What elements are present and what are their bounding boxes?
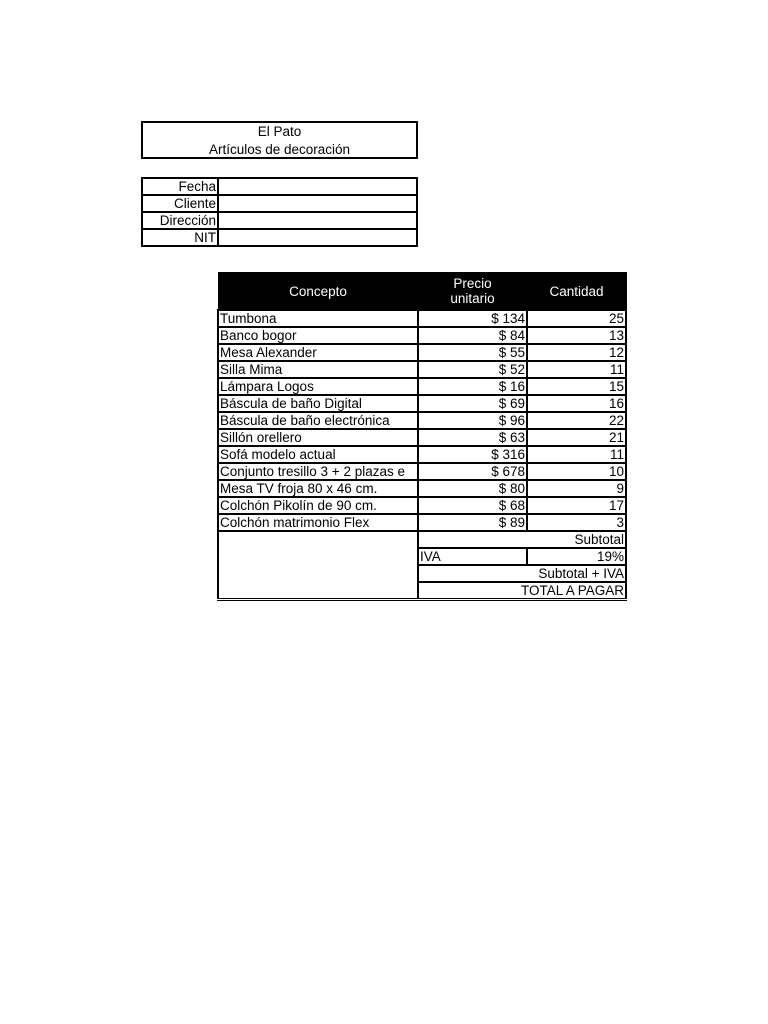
table-row — [218, 344, 626, 361]
cantidad-cell: 15 — [527, 378, 626, 395]
concepto-cell: Sillón orellero — [218, 429, 418, 446]
concepto-cell: Báscula de baño electrónica — [218, 412, 418, 429]
table-row — [218, 497, 626, 514]
table-row — [218, 446, 626, 463]
concepto-cell: Conjunto tresillo 3 + 2 plazas e — [218, 463, 418, 480]
concepto-cell: Báscula de baño Digital — [218, 395, 418, 412]
concepto-cell: Colchón matrimonio Flex — [218, 514, 418, 531]
iva-label: IVA — [418, 548, 527, 565]
nit-label: NIT — [142, 229, 218, 246]
table-row — [218, 463, 626, 480]
table-row — [218, 361, 626, 378]
header-concepto: Concepto — [218, 273, 418, 311]
total-label: TOTAL A PAGAR — [418, 582, 626, 600]
concepto-cell: Banco bogor — [218, 327, 418, 344]
cantidad-cell: 11 — [527, 446, 626, 463]
client-info-table — [141, 177, 418, 247]
precio-cell: $ 96 — [418, 412, 527, 429]
company-header — [141, 121, 418, 159]
cantidad-cell: 21 — [527, 429, 626, 446]
cantidad-cell: 17 — [527, 497, 626, 514]
subtotal-label: Subtotal — [418, 531, 626, 548]
concepto-cell: Sofá modelo actual — [218, 446, 418, 463]
precio-cell: $ 80 — [418, 480, 527, 497]
fecha-label: Fecha — [142, 178, 218, 195]
precio-cell: $ 55 — [418, 344, 527, 361]
table-row — [218, 327, 626, 344]
header-precio-line2: unitario — [450, 291, 495, 306]
cliente-field[interactable] — [218, 195, 417, 212]
concepto-cell: Colchón Pikolín de 90 cm. — [218, 497, 418, 514]
table-row — [218, 310, 626, 327]
concepto-cell: Mesa Alexander — [218, 344, 418, 361]
precio-cell: $ 52 — [418, 361, 527, 378]
subtotal-iva-label: Subtotal + IVA — [418, 565, 626, 582]
precio-cell: $ 134 — [418, 310, 527, 327]
cantidad-cell: 25 — [527, 310, 626, 327]
table-header-row — [218, 273, 626, 311]
table-row — [218, 480, 626, 497]
client-field-row — [142, 212, 417, 229]
cantidad-cell: 13 — [527, 327, 626, 344]
nit-field[interactable] — [218, 229, 417, 246]
table-row — [218, 412, 626, 429]
precio-cell: $ 16 — [418, 378, 527, 395]
precio-cell: $ 84 — [418, 327, 527, 344]
table-row — [218, 514, 626, 531]
precio-cell: $ 69 — [418, 395, 527, 412]
precio-cell: $ 678 — [418, 463, 527, 480]
client-field-row — [142, 229, 417, 246]
header-precio-line1: Precio — [453, 276, 492, 291]
precio-cell: $ 68 — [418, 497, 527, 514]
subtotal-row — [218, 531, 626, 548]
cantidad-cell: 12 — [527, 344, 626, 361]
header-cantidad: Cantidad — [527, 273, 626, 311]
cantidad-cell: 9 — [527, 480, 626, 497]
table-body — [218, 310, 626, 600]
table-row — [218, 378, 626, 395]
client-field-row — [142, 195, 417, 212]
concepto-cell: Mesa TV froja 80 x 46 cm. — [218, 480, 418, 497]
client-field-row — [142, 178, 417, 195]
concepto-cell: Tumbona — [218, 310, 418, 327]
blank-cell — [218, 531, 418, 600]
cantidad-cell: 16 — [527, 395, 626, 412]
concepto-cell: Silla Mima — [218, 361, 418, 378]
table-row — [218, 429, 626, 446]
invoice-table — [217, 272, 627, 601]
fecha-field[interactable] — [218, 178, 417, 195]
cantidad-cell: 3 — [527, 514, 626, 531]
cantidad-cell: 11 — [527, 361, 626, 378]
header-precio-unitario — [418, 273, 527, 311]
direccion-field[interactable] — [218, 212, 417, 229]
cantidad-cell: 10 — [527, 463, 626, 480]
direccion-label: Dirección — [142, 212, 218, 229]
precio-cell: $ 63 — [418, 429, 527, 446]
company-subtitle: Artículos de decoración — [208, 142, 351, 157]
precio-cell: $ 89 — [418, 514, 527, 531]
precio-cell: $ 316 — [418, 446, 527, 463]
table-row — [218, 395, 626, 412]
cliente-label: Cliente — [142, 195, 218, 212]
cantidad-cell: 22 — [527, 412, 626, 429]
company-name: El Pato — [257, 124, 302, 139]
iva-value: 19% — [527, 548, 626, 565]
concepto-cell: Lámpara Logos — [218, 378, 418, 395]
